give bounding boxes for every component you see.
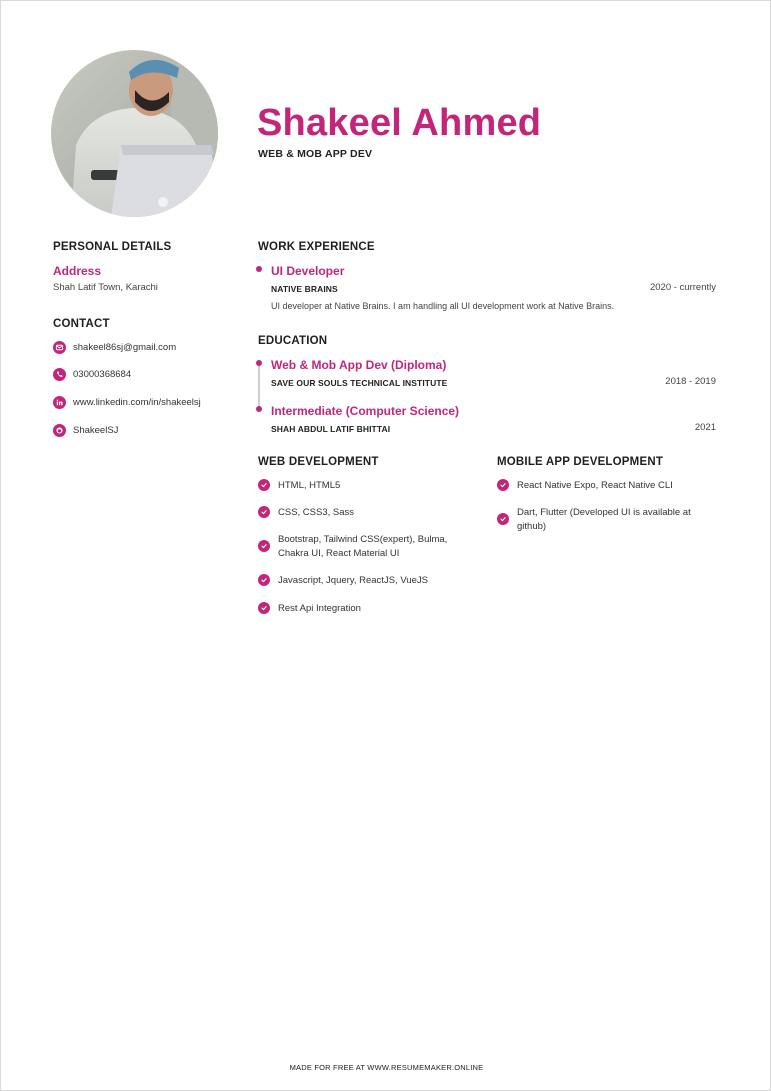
timeline-dot: [256, 360, 262, 366]
skill-item: [497, 506, 717, 534]
skill-text: Rest Api Integration: [278, 603, 361, 614]
education-title: EDUCATION: [258, 335, 328, 347]
skill-item: [258, 533, 478, 561]
address-value: Shah Latif Town, Karachi: [53, 282, 158, 293]
contact-linkedin-text: www.linkedin.com/in/shakeelsj: [73, 397, 201, 408]
check-icon: [258, 540, 270, 552]
work-experience-title: WORK EXPERIENCE: [258, 241, 375, 253]
contact-github-text: ShakeelSJ: [73, 425, 119, 436]
check-icon: [258, 602, 270, 614]
skill-item: [258, 479, 478, 493]
education-dates: 2018 - 2019: [665, 376, 716, 387]
skill-text: Bootstrap, Tailwind CSS(expert), Bulma, Chakra UI, React Material UI: [278, 534, 448, 559]
email-icon: [53, 341, 66, 354]
education-school: SHAH ABDUL LATIF BHITTAI: [271, 424, 391, 434]
contact-phone-text: 03000368684: [73, 369, 132, 380]
education-degree: Intermediate (Computer Science): [271, 404, 460, 418]
skill-item: [258, 506, 478, 520]
skill-text: Dart, Flutter (Developed UI is available at github): [517, 507, 691, 532]
check-icon: [497, 513, 509, 525]
address-label: Address: [53, 264, 102, 278]
work-position: UI Developer: [271, 264, 345, 278]
work-dates: 2020 - currently: [649, 282, 716, 293]
personal-details-title: PERSONAL DETAILS: [53, 241, 172, 253]
skill-text: React Native Expo, React Native CLI: [517, 480, 673, 491]
timeline-dot: [256, 266, 262, 272]
skill-item: [497, 479, 717, 493]
education-timeline-line: [258, 365, 260, 407]
work-company: NATIVE BRAINS: [271, 284, 338, 294]
web-development-title: WEB DEVELOPMENT: [258, 456, 379, 468]
skill-text: CSS, CSS3, Sass: [278, 507, 355, 518]
timeline-dot: [256, 406, 262, 412]
footer-credit[interactable]: MADE FOR FREE AT WWW.RESUMEMAKER.ONLINE: [289, 1063, 484, 1072]
contact-title: CONTACT: [53, 318, 110, 330]
skill-text: HTML, HTML5: [278, 480, 341, 491]
contact-email[interactable]: [53, 341, 176, 354]
skill-item: [258, 602, 478, 616]
skill-item: [258, 574, 478, 588]
candidate-role: WEB & MOB APP DEV: [258, 148, 373, 160]
candidate-name: Shakeel Ahmed: [257, 102, 542, 144]
github-icon: [53, 424, 66, 437]
phone-icon: [53, 368, 66, 381]
skill-text: Javascript, Jquery, ReactJS, VueJS: [278, 575, 428, 586]
education-school: SAVE OUR SOULS TECHNICAL INSTITUTE: [271, 378, 448, 388]
contact-linkedin[interactable]: [53, 396, 201, 409]
education-degree: Web & Mob App Dev (Diploma): [271, 358, 447, 372]
profile-photo: [51, 50, 218, 217]
check-icon: [497, 479, 509, 491]
check-icon: [258, 506, 270, 518]
check-icon: [258, 574, 270, 586]
contact-phone[interactable]: [53, 368, 131, 381]
education-dates: 2021: [694, 422, 716, 433]
work-description: UI developer at Native Brains. I am handling all UI development work at Native Brains.: [271, 301, 615, 311]
mobile-development-title: MOBILE APP DEVELOPMENT: [497, 456, 664, 468]
linkedin-icon: [53, 396, 66, 409]
check-icon: [258, 479, 270, 491]
contact-email-text: shakeel86sj@gmail.com: [73, 342, 177, 353]
contact-github[interactable]: [53, 424, 118, 437]
